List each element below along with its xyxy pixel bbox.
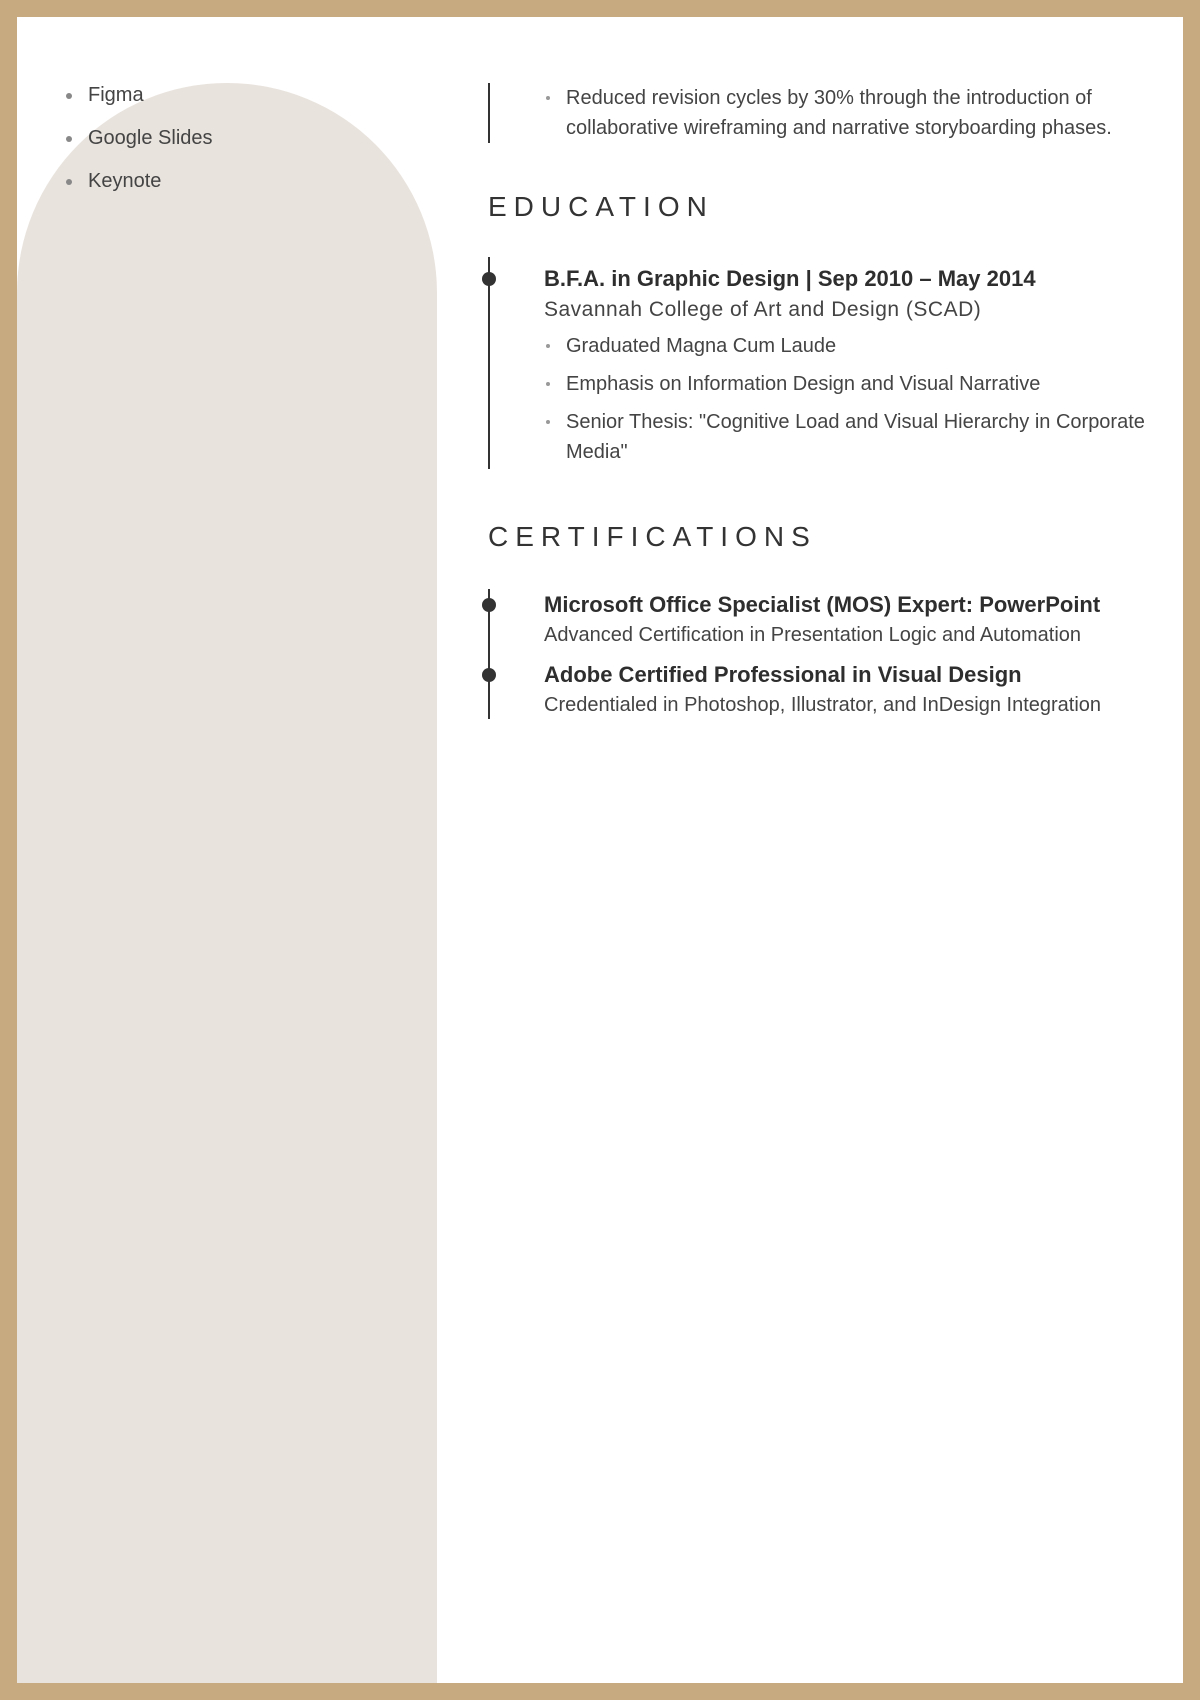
tool-item: Keynote: [47, 169, 213, 193]
resume-page: [17, 17, 1183, 1683]
tool-item: Figma: [47, 83, 213, 107]
school-name: Savannah College of Art and Design (SCAD): [544, 298, 982, 321]
tools-list: [47, 83, 213, 212]
education-heading: EDUCATION: [488, 191, 714, 222]
timeline-dot: [482, 668, 496, 682]
education-bullet: Emphasis on Information Design and Visual Narrative: [544, 369, 1148, 399]
certification-title: [544, 589, 1148, 621]
experience-bullets: [544, 83, 1148, 143]
education-bullet: Graduated Magna Cum Laude: [544, 331, 1148, 361]
certification-title-text: Adobe Certified Professional in Visual Design: [544, 662, 1022, 687]
certification-item: [544, 589, 1148, 649]
education-bullet: Senior Thesis: "Cognitive Load and Visual Hierarchy in Corporate Media": [544, 407, 1148, 467]
certification-description: Credentialed in Photoshop, Illustrator, and InDesign Integration: [544, 694, 1102, 716]
timeline-dot: [482, 272, 496, 286]
certification-item: [544, 659, 1148, 719]
degree-title-text: B.F.A. in Graphic Design | Sep 2010 – May 2014: [544, 266, 1036, 291]
degree-title: [544, 263, 1148, 295]
certifications-list: [488, 589, 1148, 719]
experience-bullet: Reduced revision cycles by 30% through the introduction of collaborative wireframing and narrative storyboarding phases.: [544, 83, 1148, 143]
education-bullets: [544, 331, 1148, 467]
certification-title-text: Microsoft Office Specialist (MOS) Expert: PowerPoint: [544, 592, 1101, 617]
certification-description: Advanced Certification in Presentation Logic and Automation: [544, 624, 1082, 646]
main-column: [488, 83, 1148, 719]
education-entry: [488, 257, 1148, 469]
timeline-dot: [482, 598, 496, 612]
tool-item: Google Slides: [47, 126, 213, 150]
experience-continued: [488, 83, 1148, 143]
certification-title: [544, 659, 1148, 691]
sidebar-arch-background: [17, 83, 437, 1683]
certifications-heading: CERTIFICATIONS: [488, 521, 817, 552]
